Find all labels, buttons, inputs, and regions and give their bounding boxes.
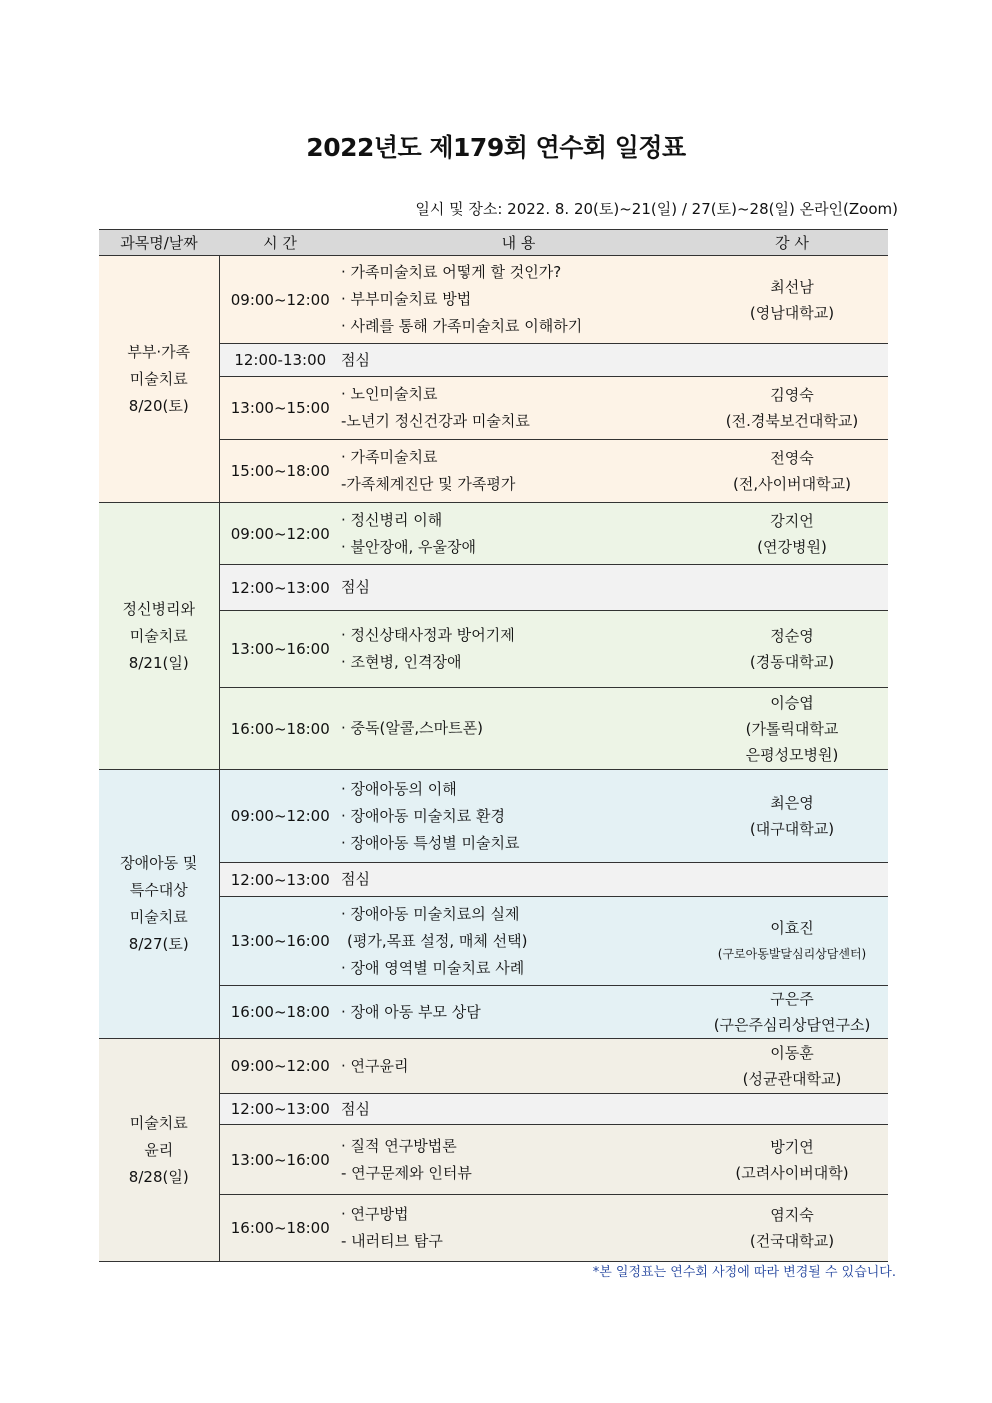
footnote: *본 일정표는 연수회 사정에 따라 변경될 수 있습니다. xyxy=(592,1265,896,1280)
instructor-line: (연강병원) xyxy=(757,537,827,556)
content-line: 점심 xyxy=(341,1099,370,1118)
instructor-line: (구로아동발달심리상담센터) xyxy=(717,947,867,961)
instructor-line: 구은주 xyxy=(770,990,814,1008)
header-content: 내 용 xyxy=(341,230,696,256)
content-cell xyxy=(341,344,696,377)
date-venue-line: 일시 및 장소: 2022. 8. 20(토)~21(일) / 27(토)~28(일) 온라인(Zoom) xyxy=(415,200,898,218)
time-cell: 13:00~15:00 xyxy=(219,377,341,440)
instructor-line: (구은주심리상담연구소) xyxy=(713,1016,871,1034)
time-cell: 13:00~16:00 xyxy=(219,1125,341,1195)
content-line: · 부부미술치료 방법 xyxy=(341,290,472,308)
header-row xyxy=(99,230,888,256)
instructor-line: (전,사이버대학교) xyxy=(733,475,851,493)
instructor-cell xyxy=(696,344,888,377)
content-line: - 내러티브 탐구 xyxy=(341,1232,443,1250)
time-cell: 13:00~16:00 xyxy=(219,897,341,986)
content-cell xyxy=(341,1195,696,1262)
content-line: · 정신상태사정과 방어기제 xyxy=(341,626,515,644)
subject-line: 8/28(일) xyxy=(128,1167,189,1186)
time-cell: 12:00~13:00 xyxy=(219,1094,341,1125)
content-line: · 가족미술치료 xyxy=(341,448,438,466)
instructor-line: 이효진 xyxy=(770,919,814,937)
content-line: · 연구방법 xyxy=(341,1205,409,1223)
instructor-line: 이동훈 xyxy=(770,1044,814,1062)
instructor-line: 김영숙 xyxy=(770,386,814,404)
subject-line: 8/27(토) xyxy=(128,935,189,953)
instructor-line: 강지언 xyxy=(770,511,814,530)
subject-line: 특수대상 xyxy=(129,881,188,899)
instructor-cell xyxy=(696,611,888,688)
content-cell xyxy=(341,611,696,688)
instructor-cell xyxy=(696,770,888,863)
content-cell xyxy=(341,688,696,770)
instructor-cell xyxy=(696,377,888,440)
content-cell xyxy=(341,863,696,897)
content-cell xyxy=(341,897,696,986)
content-cell xyxy=(341,440,696,503)
instructor-cell xyxy=(696,863,888,897)
content-cell xyxy=(341,565,696,611)
content-line: 점심 xyxy=(341,870,370,888)
instructor-line: (고려사이버대학) xyxy=(735,1163,849,1182)
subject-cell xyxy=(99,770,219,1039)
instructor-cell xyxy=(696,1094,888,1125)
instructor-line: (가톨릭대학교 xyxy=(745,719,839,738)
time-cell: 09:00~12:00 xyxy=(219,770,341,863)
content-line: 점심 xyxy=(341,350,370,369)
instructor-cell xyxy=(696,897,888,986)
content-line: · 장애아동 미술치료의 실제 xyxy=(341,904,520,923)
subject-cell xyxy=(99,256,219,503)
subject-line: 8/21(일) xyxy=(128,653,189,672)
subject-line: 미술치료 xyxy=(129,908,188,926)
instructor-line: (건국대학교) xyxy=(749,1232,835,1250)
instructor-line: 전영숙 xyxy=(770,449,814,467)
time-cell: 15:00~18:00 xyxy=(219,440,341,503)
content-cell xyxy=(341,1039,696,1094)
content-line: · 장애 아동 부모 상담 xyxy=(341,1002,481,1021)
instructor-cell xyxy=(696,503,888,565)
time-cell: 16:00~18:00 xyxy=(219,986,341,1039)
instructor-cell xyxy=(696,440,888,503)
content-line: - 연구문제와 인터뷰 xyxy=(341,1163,472,1182)
instructor-line: (경동대학교) xyxy=(749,653,835,671)
instructor-line: (대구대학교) xyxy=(749,820,835,838)
content-line: · 불안장애, 우울장애 xyxy=(341,537,476,556)
subject-cell xyxy=(99,503,219,770)
header-instructor: 강 사 xyxy=(696,230,888,256)
subject-line: 미술치료 xyxy=(129,626,188,645)
subject-line: 미술치료 xyxy=(129,1113,188,1132)
schedule-row xyxy=(99,256,888,344)
content-cell xyxy=(341,770,696,863)
instructor-cell xyxy=(696,1195,888,1262)
content-line: · 장애아동 특성별 미술치료 xyxy=(341,833,520,852)
content-cell xyxy=(341,256,696,344)
content-cell xyxy=(341,503,696,565)
content-line: (평가,목표 설정, 매체 선택) xyxy=(347,931,528,950)
instructor-line: 최선남 xyxy=(770,277,814,296)
subject-line: 장애아동 및 xyxy=(120,854,198,872)
subject-line: 정신병리와 xyxy=(122,599,195,618)
content-cell xyxy=(341,1125,696,1195)
content-line: 점심 xyxy=(341,578,370,596)
schedule-table xyxy=(99,229,888,1262)
instructor-cell xyxy=(696,256,888,344)
time-cell: 13:00~16:00 xyxy=(219,611,341,688)
time-cell: 12:00~13:00 xyxy=(219,863,341,897)
instructor-cell xyxy=(696,565,888,611)
subject-line: 부부·가족 xyxy=(127,342,191,361)
content-line: · 중독(알콜,스마트폰) xyxy=(341,719,483,737)
schedule-row xyxy=(99,770,888,863)
time-cell: 09:00~12:00 xyxy=(219,503,341,565)
content-line: · 가족미술치료 어떻게 할 것인가? xyxy=(341,263,562,281)
content-line: · 장애 영역별 미술치료 사례 xyxy=(341,958,525,977)
instructor-line: (영남대학교) xyxy=(749,303,835,322)
time-cell: 09:00~12:00 xyxy=(219,1039,341,1094)
subject-line: 윤리 xyxy=(144,1140,174,1159)
content-line: · 장애아동의 이해 xyxy=(341,779,457,798)
instructor-cell xyxy=(696,986,888,1039)
instructor-line: 은평성모병원) xyxy=(745,745,839,764)
instructor-cell xyxy=(696,688,888,770)
page-title: 2022년도 제179회 연수회 일정표 xyxy=(306,133,686,162)
content-line: · 조현병, 인격장애 xyxy=(341,653,462,671)
content-cell xyxy=(341,1094,696,1125)
instructor-line: 최은영 xyxy=(770,794,814,812)
content-line: · 사례를 통해 가족미술치료 이해하기 xyxy=(341,317,583,335)
instructor-line: 정순영 xyxy=(770,627,814,645)
header-subject: 과목명/날짜 xyxy=(99,230,219,256)
content-cell xyxy=(341,377,696,440)
schedule-row xyxy=(99,1039,888,1094)
schedule-row xyxy=(99,503,888,565)
time-cell: 12:00~13:00 xyxy=(219,565,341,611)
subject-line: 미술치료 xyxy=(129,369,188,388)
content-line: · 노인미술치료 xyxy=(341,385,438,403)
instructor-cell xyxy=(696,1039,888,1094)
instructor-cell xyxy=(696,1125,888,1195)
content-cell xyxy=(341,986,696,1039)
content-line: -노년기 정신건강과 미술치료 xyxy=(341,412,530,430)
time-cell: 09:00~12:00 xyxy=(219,256,341,344)
time-cell: 16:00~18:00 xyxy=(219,688,341,770)
schedule-body xyxy=(99,256,888,1262)
content-line: · 질적 연구방법론 xyxy=(341,1136,457,1155)
subject-line: 8/20(토) xyxy=(128,396,189,415)
instructor-line: (성균관대학교) xyxy=(742,1070,842,1088)
instructor-line: (전.경북보건대학교) xyxy=(725,412,859,430)
header-time: 시 간 xyxy=(219,230,341,256)
content-line: -가족체계진단 및 가족평가 xyxy=(341,475,516,493)
instructor-line: 방기연 xyxy=(770,1137,814,1156)
instructor-line: 이승엽 xyxy=(770,693,814,712)
content-line: · 정신병리 이해 xyxy=(341,510,443,529)
instructor-line: 염지숙 xyxy=(770,1206,814,1224)
time-cell: 16:00~18:00 xyxy=(219,1195,341,1262)
content-line: · 장애아동 미술치료 환경 xyxy=(341,806,505,825)
content-line: · 연구윤리 xyxy=(341,1056,409,1075)
time-cell: 12:00-13:00 xyxy=(219,344,341,377)
subject-cell xyxy=(99,1039,219,1262)
